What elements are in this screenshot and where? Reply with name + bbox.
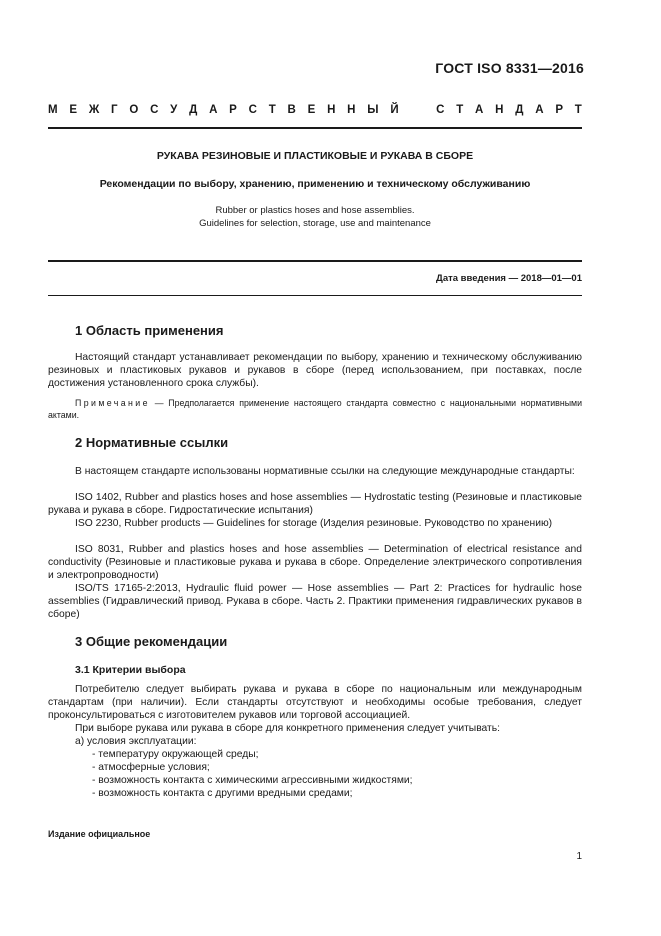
page-number: 1	[576, 851, 582, 862]
banner-letter: Г	[111, 104, 118, 116]
banner-letter: Е	[307, 104, 316, 116]
list-item-a: а) условия эксплуатации:	[75, 736, 197, 747]
section-2-heading: 2 Нормативные ссылки	[75, 435, 229, 450]
banner-letter: У	[170, 104, 178, 116]
section-3-heading: 3 Общие рекомендации	[75, 634, 228, 649]
banner-letter: Ы	[367, 104, 379, 116]
banner-letter: Р	[229, 104, 237, 116]
banner-letter: Т	[456, 104, 464, 116]
reference-paragraph: ISO 2230, Rubber products — Guidelines for storage (Изделия резиновые. Руководство по хранению)	[75, 518, 553, 529]
section-3-paragraph: Потребителю следует выбирать рукава и рукава в сборе по национальным или международным стандартам (при наличии). Если стандарты отсутствуют и необходимы особые требования, следует проконсультироваться с изготовителем рукавов или торговой ассоциацией.	[48, 684, 582, 722]
note-text: — Предполагается применение настоящего стандарта совместно с национальными нормативными актами.	[48, 398, 582, 420]
reference-paragraph: ISO 8031, Rubber and plastics hoses and hose assemblies — Determination of electrical resistance and conductivity (Резиновые и пластиковые рукава и рукава в сборе. Определение электрического сопротивления и электропроводности)	[48, 544, 582, 582]
section-1-paragraph: Настоящий стандарт устанавливает рекомендации по выбору, хранению и техническому обслуживанию резиновых и пластиковых рукавов и рукавов в сборе (перед использованием, при поставках, после достижения установленного срока службы).	[48, 352, 582, 390]
section-3-paragraph: При выборе рукава или рукава в сборе для конкретного применения следует учитывать:	[75, 723, 500, 734]
banner-letter: А	[535, 104, 544, 116]
banner-letter: В	[287, 104, 296, 116]
banner-letter: С	[248, 104, 257, 116]
reference-paragraph: ISO 1402, Rubber and plastics hoses and hose assemblies — Hydrostatic testing (Резиновые и пластиковые рукава и рукава в сборе. Гидростатические испытания)	[48, 492, 582, 517]
date-rule	[48, 295, 582, 296]
banner-letter: Н	[347, 104, 356, 116]
list-bullet: - атмосферные условия;	[92, 762, 210, 773]
banner-gap	[410, 104, 424, 116]
list-bullet: - возможность контакта с другими вредными средами;	[92, 788, 353, 799]
note-label: Примечание	[75, 398, 150, 408]
reference-paragraph: В настоящем стандарте использованы нормативные ссылки на следующие международные стандарты:	[75, 466, 575, 477]
subsection-3-1-heading: 3.1 Критерии выбора	[75, 664, 186, 676]
document-subtitle: Рекомендации по выбору, хранению, применению и техническому обслуживанию	[99, 178, 531, 190]
banner-letter: Д	[189, 104, 198, 116]
list-bullet: - температуру окружающей среды;	[92, 749, 259, 760]
header-rule	[48, 127, 582, 129]
english-title-line-1: Rubber or plastics hoses and hose assemblies.	[215, 205, 415, 216]
effective-date: Дата введения — 2018—01—01	[436, 273, 582, 284]
interstate-standard-banner	[48, 104, 582, 116]
banner-letter: Н	[495, 104, 504, 116]
list-bullet: - возможность контакта с химическими агрессивными жидкостями;	[92, 775, 413, 786]
title-rule	[48, 260, 582, 262]
section-1-heading: 1 Область применения	[75, 323, 224, 338]
section-1-note	[48, 398, 582, 421]
english-title-line-2: Guidelines for selection, storage, use and maintenance	[199, 218, 431, 229]
banner-letter: А	[209, 104, 218, 116]
banner-letter: О	[129, 104, 139, 116]
reference-paragraph: ISO/TS 17165-2:2013, Hydraulic fluid power — Hose assemblies — Part 2: Practices for hydraulic hose assemblies (Гидравлический привод. Рукава в сборе. Часть 2. Практики применения гидравлических рукавов в сборе)	[48, 583, 582, 621]
banner-letter: Т	[574, 104, 582, 116]
official-edition-label: Издание официальное	[48, 829, 151, 839]
banner-letter: С	[436, 104, 445, 116]
document-title: РУКАВА РЕЗИНОВЫЕ И ПЛАСТИКОВЫЕ И РУКАВА В СБОРЕ	[156, 150, 474, 162]
banner-letter: М	[48, 104, 58, 116]
banner-letter: Н	[327, 104, 336, 116]
banner-letter: Ж	[88, 104, 100, 116]
banner-letter: Й	[390, 104, 399, 116]
banner-letter: С	[150, 104, 159, 116]
banner-letter: А	[475, 104, 484, 116]
banner-letter: Д	[515, 104, 524, 116]
banner-letter: Е	[69, 104, 78, 116]
document-number: ГОСТ ISO 8331—2016	[435, 60, 584, 76]
banner-letter: Т	[268, 104, 276, 116]
banner-letter: Р	[555, 104, 563, 116]
